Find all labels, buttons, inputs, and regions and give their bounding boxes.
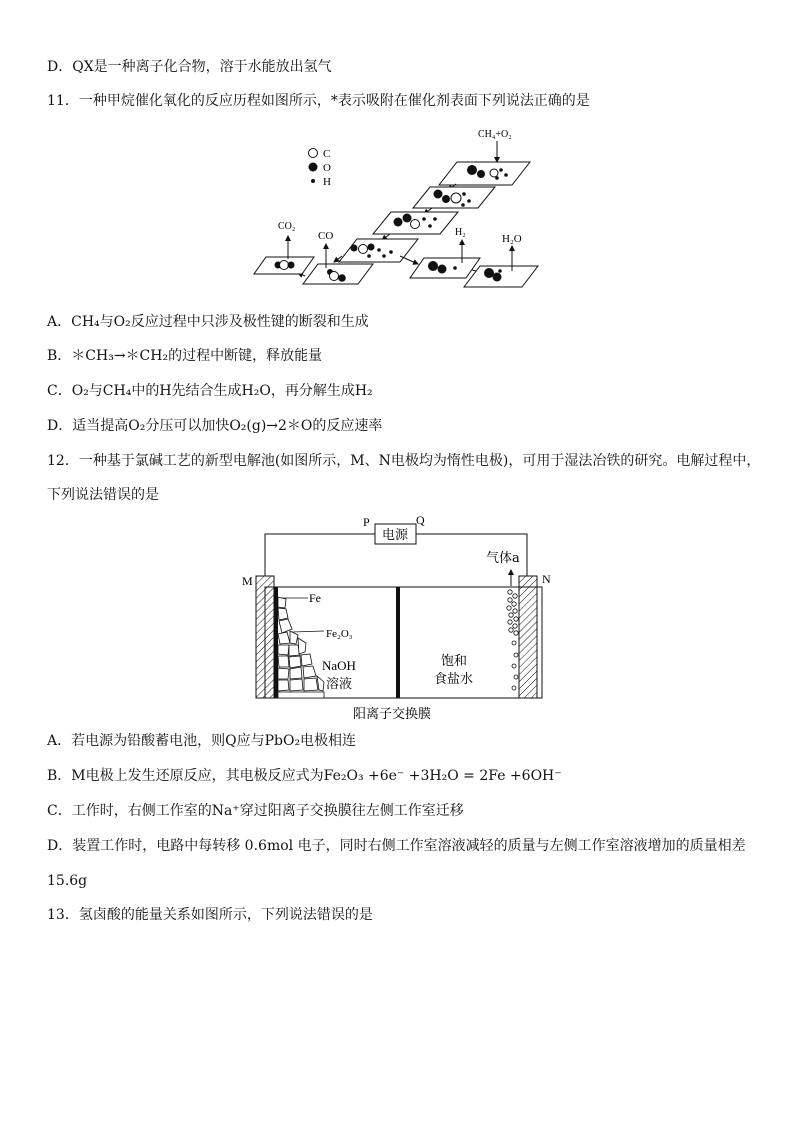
catalyst-surface-2 (413, 187, 495, 208)
question-11-option-a: A．CH₄与O₂反应过程中只涉及极性键的断裂和生成 (47, 314, 369, 330)
naoh-label: NaOH (322, 658, 356, 673)
legend-hydrogen-label: H (323, 176, 331, 188)
catalyst-surface-co (303, 264, 373, 284)
legend-oxygen-label: O (323, 162, 331, 174)
question-11-option-b: B．＊CH₃→＊CH₂的过程中断键，释放能量 (47, 348, 323, 364)
co2-label: CO₂ (278, 221, 296, 232)
question-11: 11．一种甲烷催化氧化的反应历程如图所示，*表示吸附在催化剂表面下列说法正确的是 (47, 93, 590, 109)
wire-left (265, 534, 375, 576)
gas-a-label: 气体a (486, 551, 520, 566)
figure-methane-oxidation (250, 122, 550, 294)
catalyst-surface-co2 (254, 257, 314, 274)
electrode-m (256, 576, 274, 698)
reactants-label: CH₄+O₂ (478, 129, 512, 140)
question-11-option-c: C．O₂与CH₄中的H先结合生成H₂O，再分解生成H₂ (47, 383, 373, 399)
legend-oxygen-icon (309, 163, 318, 172)
legend-hydrogen-icon (311, 179, 315, 183)
question-12-option-d-line-1: D．装置工作时，电路中每转移 0.6mol 电子，同时右侧工作室溶液减轻的质量与左侧工作室溶液增加的质量相差 (47, 838, 746, 854)
question-11-option-d: D．适当提高O₂分压可以加快O₂(g)→2＊O的反应速率 (47, 418, 383, 434)
question-12-line-1: 12．一种基于氯碱工艺的新型电解池(如图所示，M、N电极均为惰性电极)，可用于湿法冶铁的研究。电解过程中， (47, 453, 761, 469)
power-source-label: 电源 (382, 528, 409, 543)
legend-carbon-label: C (323, 148, 331, 160)
brine-label-2: 食盐水 (434, 672, 474, 687)
terminal-q-label: Q (416, 513, 425, 527)
question-12-option-b: B．M电极上发生还原反应，其电极反应式为Fe₂O₃ +6e⁻ +3H₂O = 2Fe +6OH⁻ (47, 768, 562, 784)
catalyst-surface-h2 (410, 258, 480, 278)
membrane-label: 阳离子交换膜 (353, 707, 432, 722)
electrode-n-label: N (542, 572, 551, 586)
catalyst-surface-3 (373, 212, 458, 234)
fe-label: Fe (309, 591, 321, 605)
question-12-line-2: 下列说法错误的是 (47, 487, 159, 503)
h2-label: H₂ (455, 227, 466, 238)
catalyst-surface-h2o (464, 266, 538, 287)
naoh-solution-label: 溶液 (326, 677, 353, 692)
cation-exchange-membrane (396, 587, 400, 698)
question-12-option-a: A．若电源为铅酸蓄电池，则Q应与PbO₂电极相连 (47, 733, 357, 749)
question-12-option-d-line-2: 15.6g (47, 873, 88, 889)
option-d-previous: D．QX是一种离子化合物，溶于水能放出氢气 (47, 59, 332, 75)
iron-layer (274, 587, 278, 698)
co-label: CO (318, 230, 334, 242)
legend-carbon-icon (309, 149, 318, 158)
question-13: 13．氢卤酸的能量关系如图所示，下列说法错误的是 (47, 907, 373, 923)
fe2o3-label: Fe₂O₃ (326, 628, 353, 640)
electrode-n (519, 576, 537, 698)
figure-electrolysis-cell (236, 512, 566, 724)
brine-label-1: 饱和 (441, 654, 468, 669)
terminal-p-label: P (363, 515, 370, 529)
catalyst-surface-1 (439, 162, 530, 185)
h2o-label: H₂O (502, 233, 522, 245)
electrode-m-label: M (242, 574, 253, 588)
question-12-option-c: C．工作时，右侧工作室的Na⁺穿过阳离子交换膜往左侧工作室迁移 (47, 803, 464, 819)
